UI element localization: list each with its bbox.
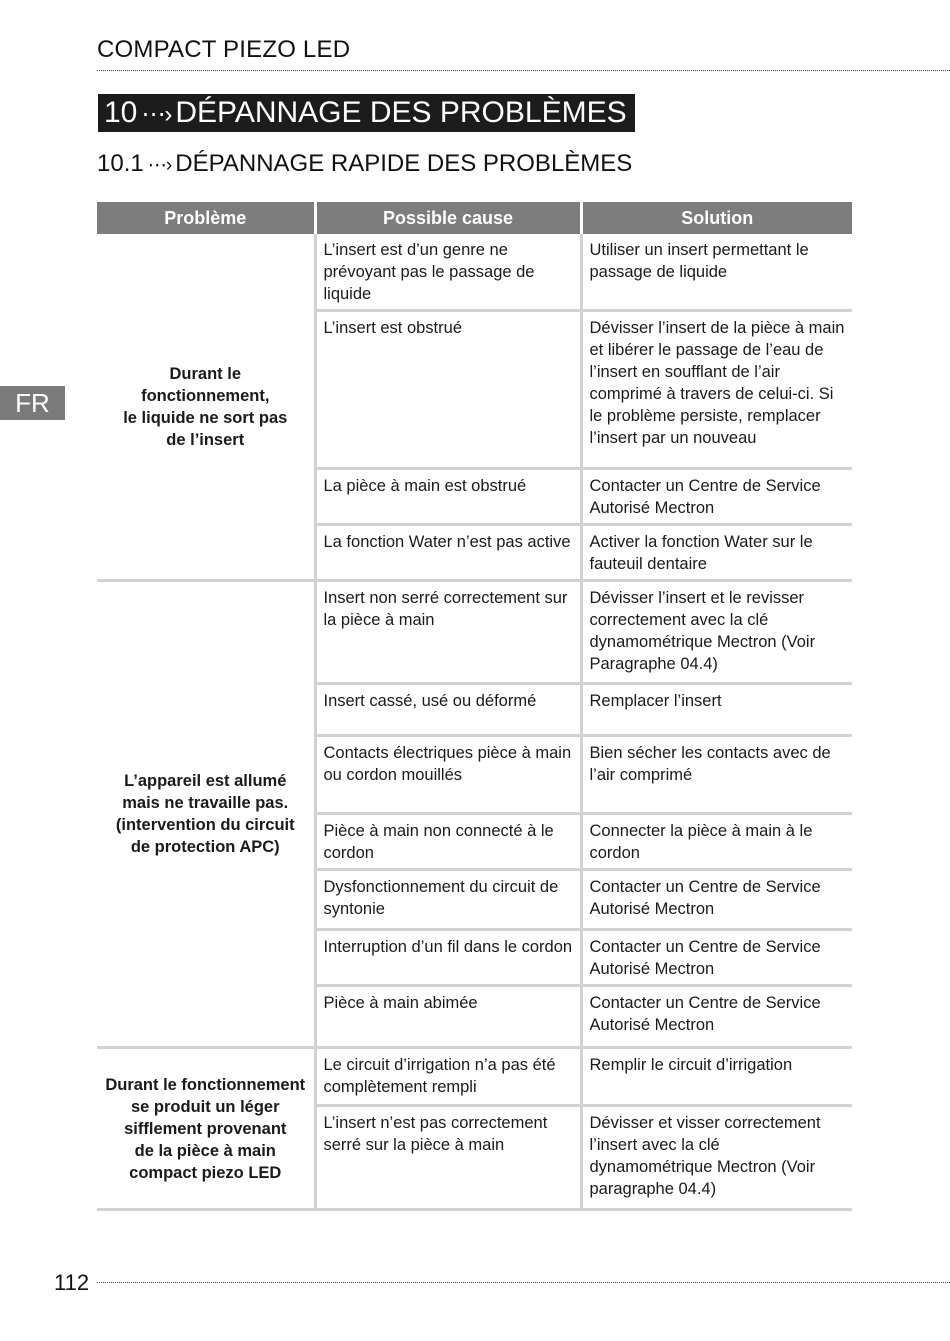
table-row — [97, 1048, 852, 1106]
solution-cell: Bien sécher les contacts avec de l’air comprimé — [581, 736, 852, 814]
table-header-row — [97, 202, 852, 234]
chapter-title: DÉPANNAGE DES PROBLÈMES — [175, 96, 627, 129]
footer-dotted-rule — [97, 1282, 950, 1283]
problem-cell: L’appareil est allumé mais ne travaille pas. (intervention du circuit de protection APC) — [97, 581, 315, 1048]
troubleshooting-table — [97, 202, 852, 1211]
page-number: 112 — [54, 1270, 90, 1295]
cause-cell: L’insert n’est pas correctement serré sur la pièce à main — [315, 1106, 581, 1210]
cause-cell: Pièce à main abimée — [315, 986, 581, 1048]
cause-cell: Le circuit d’irrigation n’a pas été complètement rempli — [315, 1048, 581, 1106]
column-header-solution: Solution — [581, 202, 852, 234]
cause-cell: L’insert est d’un genre ne prévoyant pas le passage de liquide — [315, 234, 581, 311]
solution-cell: Remplir le circuit d’irrigation — [581, 1048, 852, 1106]
column-header-cause: Possible cause — [315, 202, 581, 234]
cause-cell: La pièce à main est obstrué — [315, 469, 581, 525]
cause-cell: Contacts électriques pièce à main ou cordon mouillés — [315, 736, 581, 814]
dotted-arrow-icon: ⋯› — [141, 101, 172, 128]
solution-cell: Contacter un Centre de Service Autorisé Mectron — [581, 930, 852, 986]
section-heading — [97, 150, 632, 178]
chapter-heading — [98, 94, 635, 132]
solution-cell: Contacter un Centre de Service Autorisé Mectron — [581, 870, 852, 930]
cause-cell: Interruption d’un fil dans le cordon — [315, 930, 581, 986]
chapter-number: 10 — [104, 96, 138, 129]
solution-cell: Dévisser et visser correctement l’insert avec la clé dynamométrique Mectron (Voir paragraphe 04.4) — [581, 1106, 852, 1210]
cause-cell: Pièce à main non connecté à le cordon — [315, 814, 581, 870]
document-title: COMPACT PIEZO LED — [97, 36, 351, 63]
cause-cell: L’insert est obstrué — [315, 311, 581, 469]
column-header-problem: Problème — [97, 202, 315, 234]
cause-cell: Insert non serré correctement sur la pièce à main — [315, 581, 581, 684]
section-title: DÉPANNAGE RAPIDE DES PROBLÈMES — [175, 150, 633, 177]
header-dotted-rule — [97, 70, 950, 71]
section-number: 10.1 — [97, 150, 144, 177]
dotted-arrow-icon: ⋯› — [147, 155, 172, 176]
cause-cell: Insert cassé, usé ou déformé — [315, 684, 581, 736]
table-body — [97, 234, 852, 1210]
table-row — [97, 581, 852, 684]
solution-cell: Activer la fonction Water sur le fauteuil dentaire — [581, 525, 852, 581]
cause-cell: La fonction Water n’est pas active — [315, 525, 581, 581]
solution-cell: Dévisser l’insert de la pièce à main et libérer le passage de l’eau de l’insert en soufflant de l’air comprimé à travers de celui-ci. Si le problème persiste, remplacer l’insert par un nouveau — [581, 311, 852, 469]
solution-cell: Utiliser un insert permettant le passage de liquide — [581, 234, 852, 311]
solution-cell: Contacter un Centre de Service Autorisé Mectron — [581, 986, 852, 1048]
solution-cell: Remplacer l’insert — [581, 684, 852, 736]
language-tab: FR — [0, 386, 65, 420]
problem-cell: Durant le fonctionnement, le liquide ne sort pas de l’insert — [97, 234, 315, 581]
table-row — [97, 234, 852, 311]
cause-cell: Dysfonctionnement du circuit de syntonie — [315, 870, 581, 930]
solution-cell: Contacter un Centre de Service Autorisé Mectron — [581, 469, 852, 525]
problem-cell: Durant le fonctionnement se produit un léger sifflement provenant de la pièce à main compact piezo LED — [97, 1048, 315, 1210]
solution-cell: Connecter la pièce à main à le cordon — [581, 814, 852, 870]
solution-cell: Dévisser l’insert et le revisser correctement avec la clé dynamométrique Mectron (Voir Paragraphe 04.4) — [581, 581, 852, 684]
